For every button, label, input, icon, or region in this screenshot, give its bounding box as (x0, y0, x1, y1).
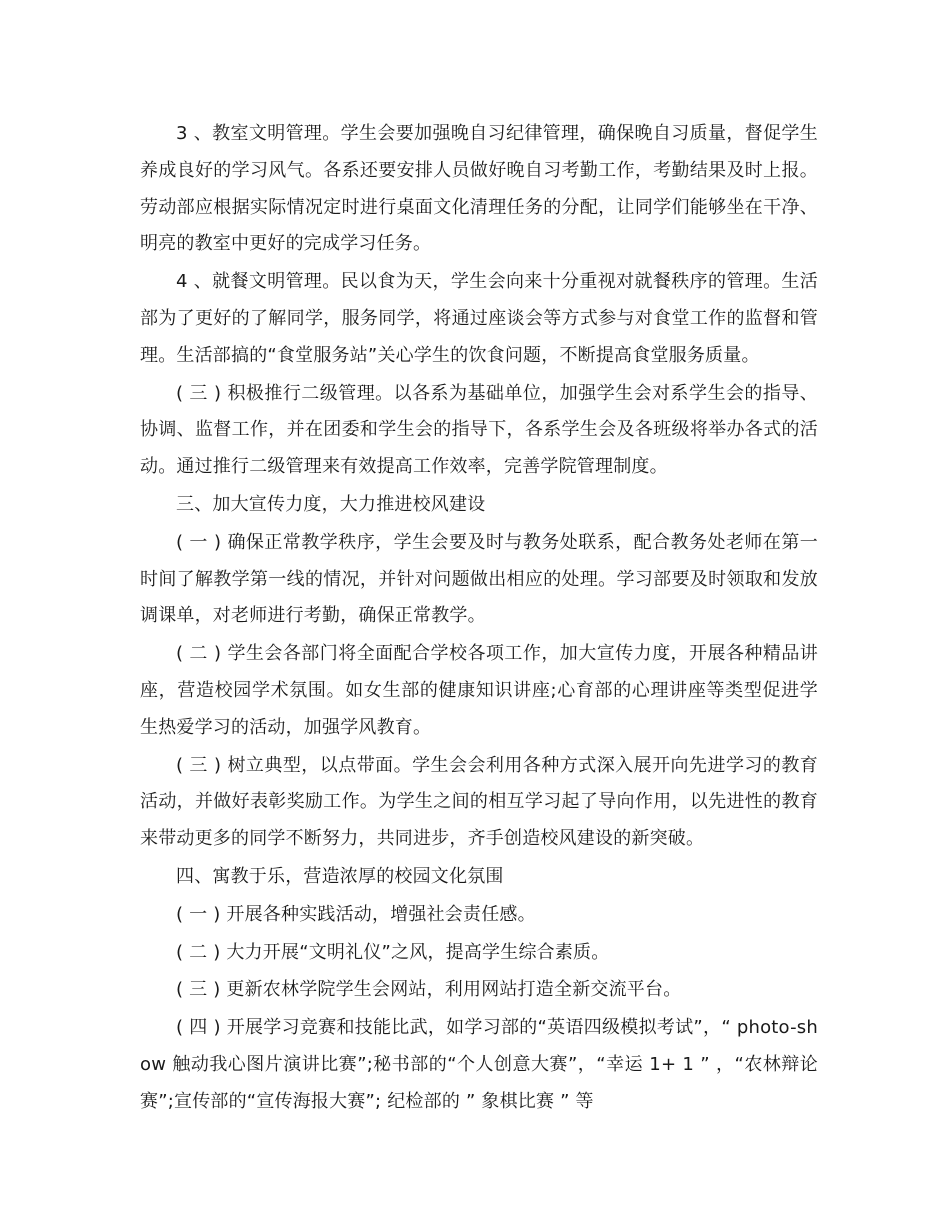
list-item-competitions: ( 四 ) 开展学习竞赛和技能比武，如学习部的“英语四级模拟考试”，“ photo-show 触动我心图片演讲比赛”;秘书部的“个人创意大赛”，“幸运 1+ 1 ” ，“农林辩论赛”;宣传部的“宣传海报大赛”; 纪检部的 ” 象棋比赛 ” 等 (140, 1017, 818, 1112)
section-heading-publicity: 三、加大宣传力度，大力推进校风建设 (176, 493, 486, 515)
list-item-website: ( 三 ) 更新农林学院学生会网站，利用网站打造全新交流平台。 (176, 979, 682, 1001)
paragraph-secondary-management: ( 三 ) 积极推行二级管理。以各系为基础单位，加强学生会对系学生会的指导、协调、监督工作，并在团委和学生会的指导下，各系学生会及各班级将举办各式的活动。通过推行二级管理来有效提高工作效率，完善学院管理制度。 (140, 382, 818, 478)
paragraph-classroom-management: 3 、教室文明管理。学生会要加强晚自习纪律管理，确保晚自习质量，督促学生养成良好的学习风气。各系还要安排人员做好晚自习考勤工作，考勤结果及时上报。劳动部应根据实际情况定时进行桌面文化清理任务的分配，让同学们能够坐在干净、明亮的教室中更好的完成学习任务。 (140, 123, 818, 255)
paragraph-lectures: ( 二 ) 学生会各部门将全面配合学校各项工作，加大宣传力度，开展各种精品讲座，营造校园学术氛围。如女生部的健康知识讲座;心育部的心理讲座等类型促进学生热爱学习的活动，加强学风教育。 (140, 643, 818, 738)
paragraph-teaching-order: ( 一 ) 确保正常教学秩序，学生会要及时与教务处联系，配合教务处老师在第一时间了解教学第一线的情况，并针对问题做出相应的处理。学习部要及时领取和发放调课单，对老师进行考勤，确保正常教学。 (140, 531, 818, 627)
list-item-etiquette: ( 二 ) 大力开展“文明礼仪”之风，提高学生综合素质。 (176, 941, 610, 963)
paragraph-dining-management: 4 、就餐文明管理。民以食为天，学生会向来十分重视对就餐秩序的管理。生活部为了更好的了解同学，服务同学，将通过座谈会等方式参与对食堂工作的监督和管理。生活部搞的“食堂服务站”关心学生的饮食问题，不断提高食堂服务质量。 (140, 271, 818, 366)
list-item-practice-activities: ( 一 ) 开展各种实践活动，增强社会责任感。 (176, 903, 536, 925)
paragraph-role-models: ( 三 ) 树立典型，以点带面。学生会会利用各种方式深入展开向先进学习的教育活动，并做好表彰奖励工作。为学生之间的相互学习起了导向作用，以先进性的教育来带动更多的同学不断努力，共同进步，齐手创造校风建设的新突破。 (140, 754, 818, 850)
section-heading-campus-culture: 四、寓教于乐，营造浓厚的校园文化氛围 (176, 865, 504, 887)
document-body (140, 116, 818, 1122)
